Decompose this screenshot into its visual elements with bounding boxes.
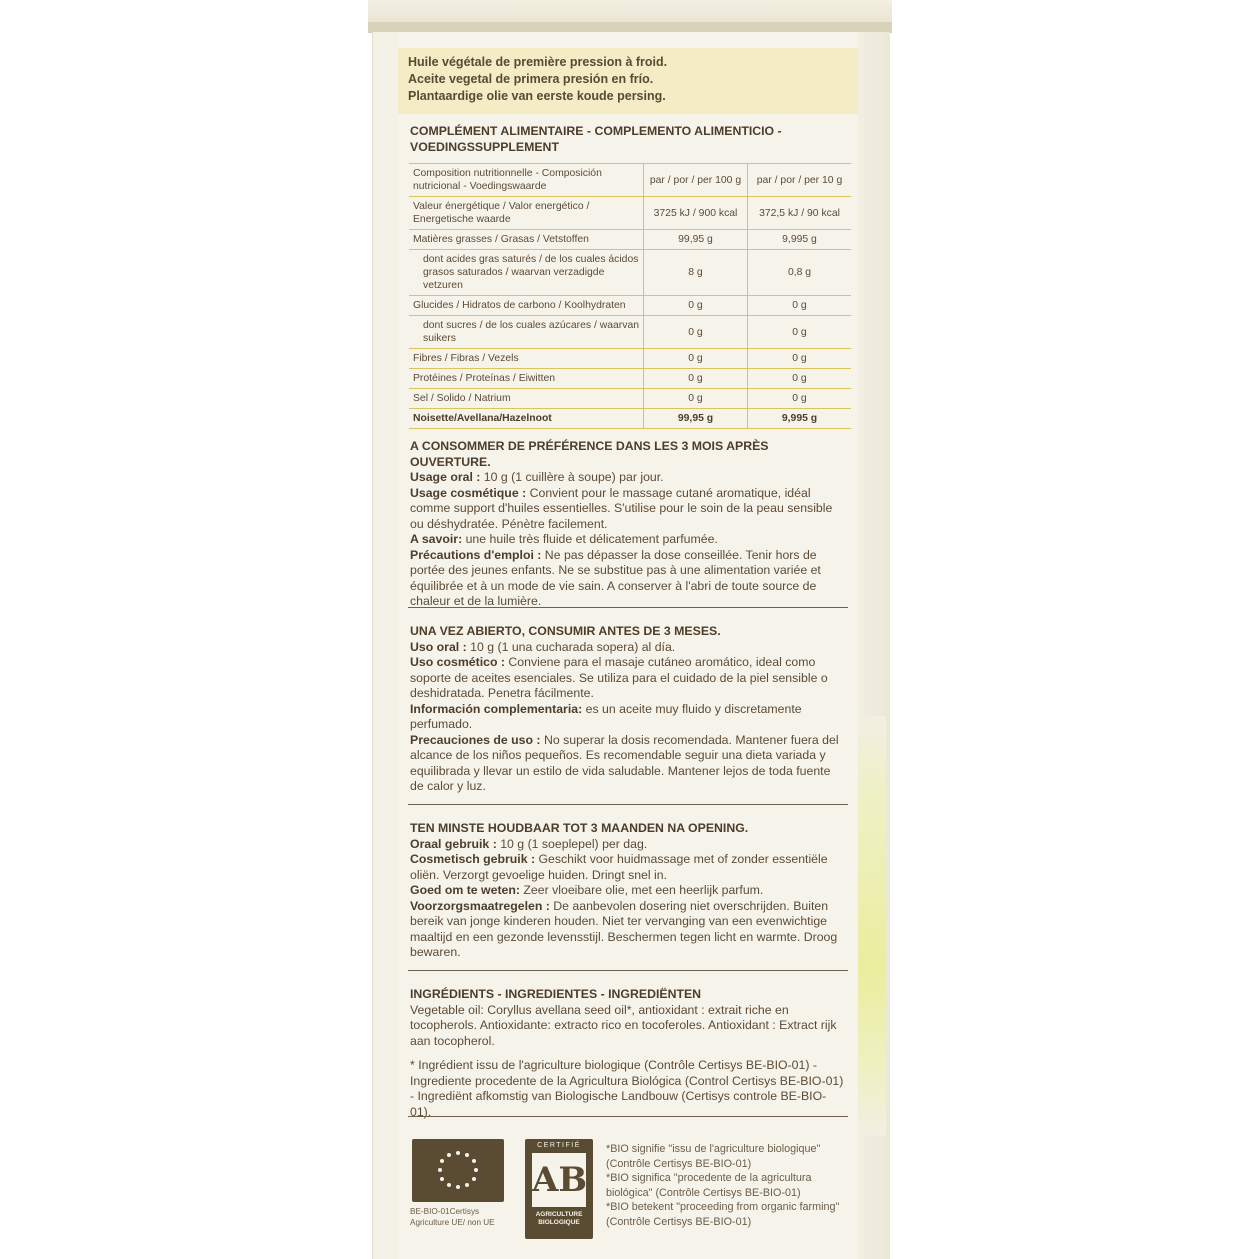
header-line-es: Aceite vegetal de primera presión en frío. xyxy=(408,72,654,86)
nutrition-label: Matières grasses / Grasas / Vetstoffen xyxy=(409,230,644,250)
table-row xyxy=(409,369,851,389)
dutch-title: TEN MINSTE HOUDBAAR TOT 3 MAANDEN NA OPENING. xyxy=(410,821,749,835)
table-row xyxy=(409,349,851,369)
spanish-title: UNA VEZ ABIERTO, CONSUMIR ANTES DE 3 MESES. xyxy=(410,624,721,638)
nutrition-head-col2: par / por / per 10 g xyxy=(748,164,852,197)
ingredients-text: Vegetable oil: Coryllus avellana seed oil*, antioxidant : extrait riche en tocopherols. Antioxidante: extracto rico en tocoferoles. Antioxidant : Extract rijk aan tocopherol. xyxy=(410,1002,837,1048)
ab-organic-logo xyxy=(525,1139,593,1239)
french-title: A CONSOMMER DE PRÉFÉRENCE DANS LES 3 MOIS APRÈS OUVERTURE. xyxy=(410,439,769,469)
spanish-section xyxy=(410,624,846,795)
ab-logo-mark: AB xyxy=(532,1153,586,1207)
divider xyxy=(408,804,848,805)
nutrition-value-100g: 0 g xyxy=(644,349,748,369)
table-row xyxy=(409,296,851,316)
supplement-line-2: VOEDINGSSUPPLEMENT xyxy=(410,139,559,154)
nutrition-value-100g: 99,95 g xyxy=(644,230,748,250)
nutrition-value-10g: 0,8 g xyxy=(748,250,852,296)
french-cosmetic-key: Usage cosmétique : xyxy=(410,485,527,500)
spanish-info-value: es un aceite muy fluido y discretamente perfumado. xyxy=(410,701,802,731)
nutrition-label: Glucides / Hidratos de carbono / Koolhydraten xyxy=(409,296,644,316)
header-line-nl: Plantaardige olie van eerste koude persing. xyxy=(408,89,666,103)
table-row xyxy=(409,316,851,349)
dutch-know-key: Goed om te weten: xyxy=(410,883,520,897)
eu-logo-caption: BE-BIO-01Certisys Agriculture UE/ non UE xyxy=(410,1207,495,1227)
nutrition-value-10g: 0 g xyxy=(748,369,852,389)
table-row xyxy=(409,230,851,250)
ingredients-title: INGRÉDIENTS - INGREDIENTES - INGREDIËNTEN xyxy=(410,987,702,1001)
french-cosmetic-value: Convient pour le massage cutané aromatique, idéal comme support d'huiles essentielles. S'utilise pour le soin de la peau sensible ou déshydratée. Pénètre facilement. xyxy=(410,485,833,531)
nutrition-total-10g: 9,995 g xyxy=(748,409,852,429)
table-row xyxy=(409,197,851,230)
dutch-oral-key: Oraal gebruik : xyxy=(410,836,497,851)
spanish-precautions-value: No superar la dosis recomendada. Mantener fuera del alcance de los niños pequeños. Es recomendable seguir una dieta variada y equilibrada y llevar un estilo de vida saludable. Mantener lejos de toda fuente de calor y luz. xyxy=(410,732,839,793)
bio-note-fr: *BIO signifie "issu de l'agriculture biologique" (Contrôle Certisys BE-BIO-01) xyxy=(606,1143,821,1170)
nutrition-value-10g: 0 g xyxy=(748,349,852,369)
french-section xyxy=(410,439,846,610)
divider xyxy=(408,1116,848,1117)
table-row xyxy=(409,250,851,296)
spanish-oral-key: Uso oral : xyxy=(410,639,467,654)
nutrition-value-10g: 9,995 g xyxy=(748,230,852,250)
french-precautions-value: Ne pas dépasser la dose conseillée. Tenir hors de portée des jeunes enfants. Ne se substitue pas à une alimentation variée et équilibrée et à un mode de vie sain. A conserver à l'abri de toute source de chaleur et de la lumière. xyxy=(410,547,821,608)
dutch-know-value: Zeer vloeibare olie, met een heerlijk parfum. xyxy=(520,883,764,897)
nutrition-label: Fibres / Fibras / Vezels xyxy=(409,349,644,369)
divider xyxy=(408,607,848,608)
dutch-precautions-key: Voorzorgsmaatregelen : xyxy=(410,898,550,913)
dutch-cosmetic-value: Geschikt voor huidmassage met of zonder essentiële oliën. Verzorgt gevoelige huiden. Dringt snel in. xyxy=(410,852,828,882)
header-line-fr: Huile végétale de première pression à froid. xyxy=(408,55,668,69)
nutrition-head-label: Composition nutritionnelle - Composición nutricional - Voedingswaarde xyxy=(409,164,644,197)
nutrition-value-100g: 0 g xyxy=(644,316,748,349)
spanish-cosmetic-key: Uso cosmético : xyxy=(410,655,505,669)
nutrition-value-10g: 0 g xyxy=(748,389,852,409)
french-know-key: A savoir: xyxy=(410,532,463,546)
divider xyxy=(408,970,848,971)
french-oral-key: Usage oral : xyxy=(410,470,481,484)
nutrition-value-100g: 3725 kJ / 900 kcal xyxy=(644,197,748,230)
bio-note-nl: *BIO betekent "proceeding from organic farming" (Contrôle Certisys BE-BIO-01) xyxy=(606,1201,840,1228)
eu-organic-logo xyxy=(412,1139,504,1202)
supplement-heading xyxy=(410,124,846,155)
nutrition-label: dont sucres / de los cuales azúcares / waarvan suikers xyxy=(409,316,644,349)
dutch-precautions-value: De aanbevolen dosering niet overschrijden. Buiten bereik van jonge kinderen houden. Niet ter vervanging van een evenwichtige maaltijd en een gezonde levensstijl. Beschermen tegen licht en warmte. Droog bewaren. xyxy=(410,898,838,959)
nutrition-label: Protéines / Proteínas / Eiwitten xyxy=(409,369,644,389)
spanish-info-key: Información complementaria: xyxy=(410,701,583,716)
nutrition-value-10g: 0 g xyxy=(748,296,852,316)
nutrition-value-100g: 0 g xyxy=(644,369,748,389)
spanish-cosmetic-value: Conviene para el masaje cutáneo aromático, ideal como soporte de aceites esenciales. Se utiliza para el cuidado de la piel sensible o deshidratada. Penetra fácilmente. xyxy=(410,655,828,700)
french-precautions-key: Précautions d'emploi : xyxy=(410,547,542,562)
spanish-oral-value: 10 g (1 una cucharada sopera) al día. xyxy=(466,639,676,654)
french-oral-value: 10 g (1 cuillère à soupe) par jour. xyxy=(480,470,664,484)
ab-logo-bottom-line-2: BIOLOGIQUE xyxy=(538,1219,580,1226)
nutrition-total-label: Noisette/Avellana/Hazelnoot xyxy=(409,409,644,429)
header-band xyxy=(398,48,858,114)
nutrition-table xyxy=(409,163,851,429)
nutrition-total-row xyxy=(409,409,851,429)
nutrition-head-row xyxy=(409,164,851,197)
dutch-oral-value: 10 g (1 soeplepel) per dag. xyxy=(496,836,648,851)
dutch-cosmetic-key: Cosmetisch gebruik : xyxy=(410,852,536,866)
dutch-section xyxy=(410,821,846,961)
nutrition-value-100g: 0 g xyxy=(644,389,748,409)
nutrition-label: dont acides gras saturés / de los cuales ácidos grasos saturados / waarvan verzadigde vetzuren xyxy=(409,250,644,296)
box-edge-yellow-band xyxy=(856,716,886,1136)
ab-logo-top-text: CERTIFIÉ xyxy=(537,1142,581,1149)
nutrition-label: Valeur énergétique / Valor energético / Energetische waarde xyxy=(409,197,644,230)
nutrition-value-10g: 0 g xyxy=(748,316,852,349)
bio-notes xyxy=(606,1142,844,1229)
ingredients-section xyxy=(410,987,846,1120)
nutrition-label: Sel / Solido / Natrium xyxy=(409,389,644,409)
french-know-value: une huile très fluide et délicatement parfumée. xyxy=(462,532,718,546)
ab-logo-bottom-line-1: AGRICULTURE xyxy=(535,1211,583,1218)
nutrition-head-col1: par / por / per 100 g xyxy=(644,164,748,197)
spanish-precautions-key: Precauciones de uso : xyxy=(410,732,541,747)
table-row xyxy=(409,389,851,409)
box-top-shadow xyxy=(368,22,892,32)
nutrition-total-100g: 99,95 g xyxy=(644,409,748,429)
bio-note-es: *BIO significa "procedente de la agricultura biológica" (Contrôle Certisys BE-BIO-01) xyxy=(606,1172,812,1199)
supplement-line-1: COMPLÉMENT ALIMENTAIRE - COMPLEMENTO ALIMENTICIO - xyxy=(410,124,782,138)
nutrition-value-100g: 0 g xyxy=(644,296,748,316)
ingredients-footnote: * Ingrédient issu de l'agriculture biologique (Contrôle Certisys BE-BIO-01) - Ingrediente procedente de la Agricultura Biológica (Control Certisys BE-BIO-01) - Ingrediënt afkomstig van Biologische Landbouw (Certisys controle BE-BIO-01). xyxy=(410,1058,844,1119)
nutrition-value-100g: 8 g xyxy=(644,250,748,296)
nutrition-value-10g: 372,5 kJ / 90 kcal xyxy=(748,197,852,230)
eu-leaf-stars-icon xyxy=(412,1139,504,1202)
